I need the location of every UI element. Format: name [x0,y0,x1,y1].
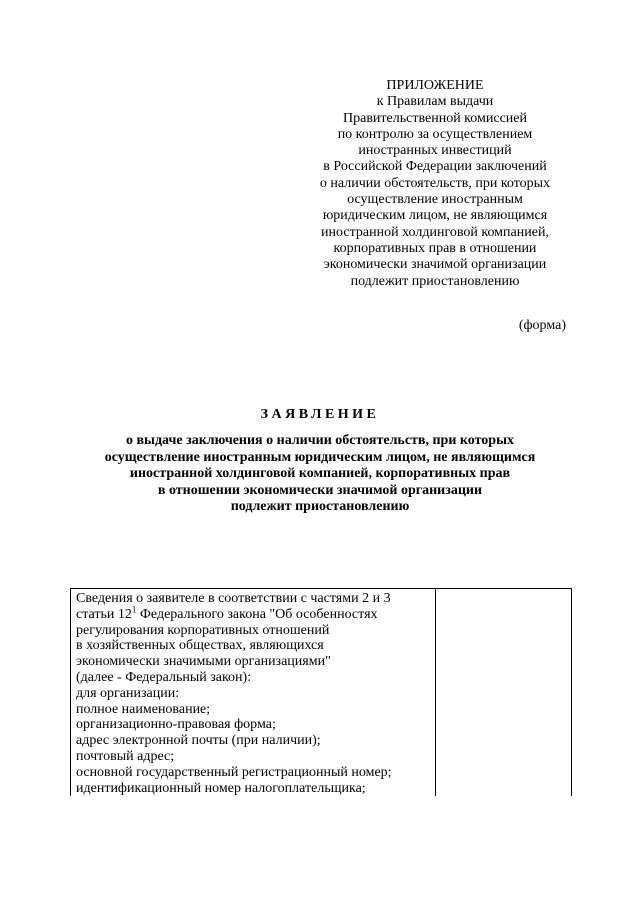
appendix-line: в Российской Федерации заключений [323,159,547,175]
cell-line: регулирования корпоративных отношений [76,622,330,638]
applicant-info-label-cell [71,589,436,797]
cell-line: почтовый адрес; [76,748,175,764]
applicant-info-value-cell[interactable] [436,589,572,797]
appendix-line: к Правилам выдачи [376,94,494,110]
subtitle-line: подлежит приостановлению [230,499,410,514]
cell-line [76,604,431,623]
subtitle-line: осуществление иностранным юридическим лицом, не являющимся [104,449,536,465]
appendix-line: экономически значимой организации [323,257,547,273]
appendix-line: Правительственной комиссией [343,110,527,126]
appendix-line: по контролю за осуществлением [337,126,533,142]
appendix-line: о наличии обстоятельств, при которых [319,175,551,191]
appendix-line: иностранных инвестиций [358,143,512,159]
cell-line: адрес электронной почты (при наличии); [76,733,321,749]
cell-text: статьи 12 [76,606,132,622]
applicant-info-table [70,588,572,796]
cell-line: основной государственный регистрационный номер; [76,764,392,780]
subtitle-line: о выдаче заключения о наличии обстоятельств, при которых [125,433,515,448]
cell-line: для организации: [76,685,180,701]
subtitle-line: в отношении экономически значимой организации [157,482,483,498]
cell-line: идентификационный номер налогоплательщика; [76,780,366,796]
appendix-header [300,78,570,290]
table-row [71,589,572,797]
superscript: 1 [131,604,137,615]
appendix-line: осуществление иностранным [347,192,523,208]
cell-line: полное наименование; [76,701,211,717]
cell-line: организационно-правовая форма; [76,717,276,733]
cell-line: (далее - Федеральный закон): [76,669,252,685]
cell-line: экономически значимыми организациями" [76,654,331,670]
form-label: (форма) [518,318,566,333]
appendix-line: подлежит приостановлению [350,273,520,289]
subtitle-line: иностранной холдинговой компанией, корпоративных прав [129,466,511,481]
appendix-line: корпоративных прав в отношении [333,240,537,256]
cell-line: Сведения о заявителе в соответствии с частями 2 и 3 [76,591,391,606]
document-subtitle [70,433,570,516]
document-title: ЗАЯВЛЕНИЕ [260,407,380,422]
cell-text: Федерального закона "Об особенностях [136,606,378,622]
appendix-line: ПРИЛОЖЕНИЕ [386,78,484,93]
appendix-line: иностранной холдинговой компанией, [321,224,549,240]
appendix-line: юридическим лицом, не являющимся [322,208,548,224]
cell-line: в хозяйственных обществах, являющихся [76,638,324,654]
